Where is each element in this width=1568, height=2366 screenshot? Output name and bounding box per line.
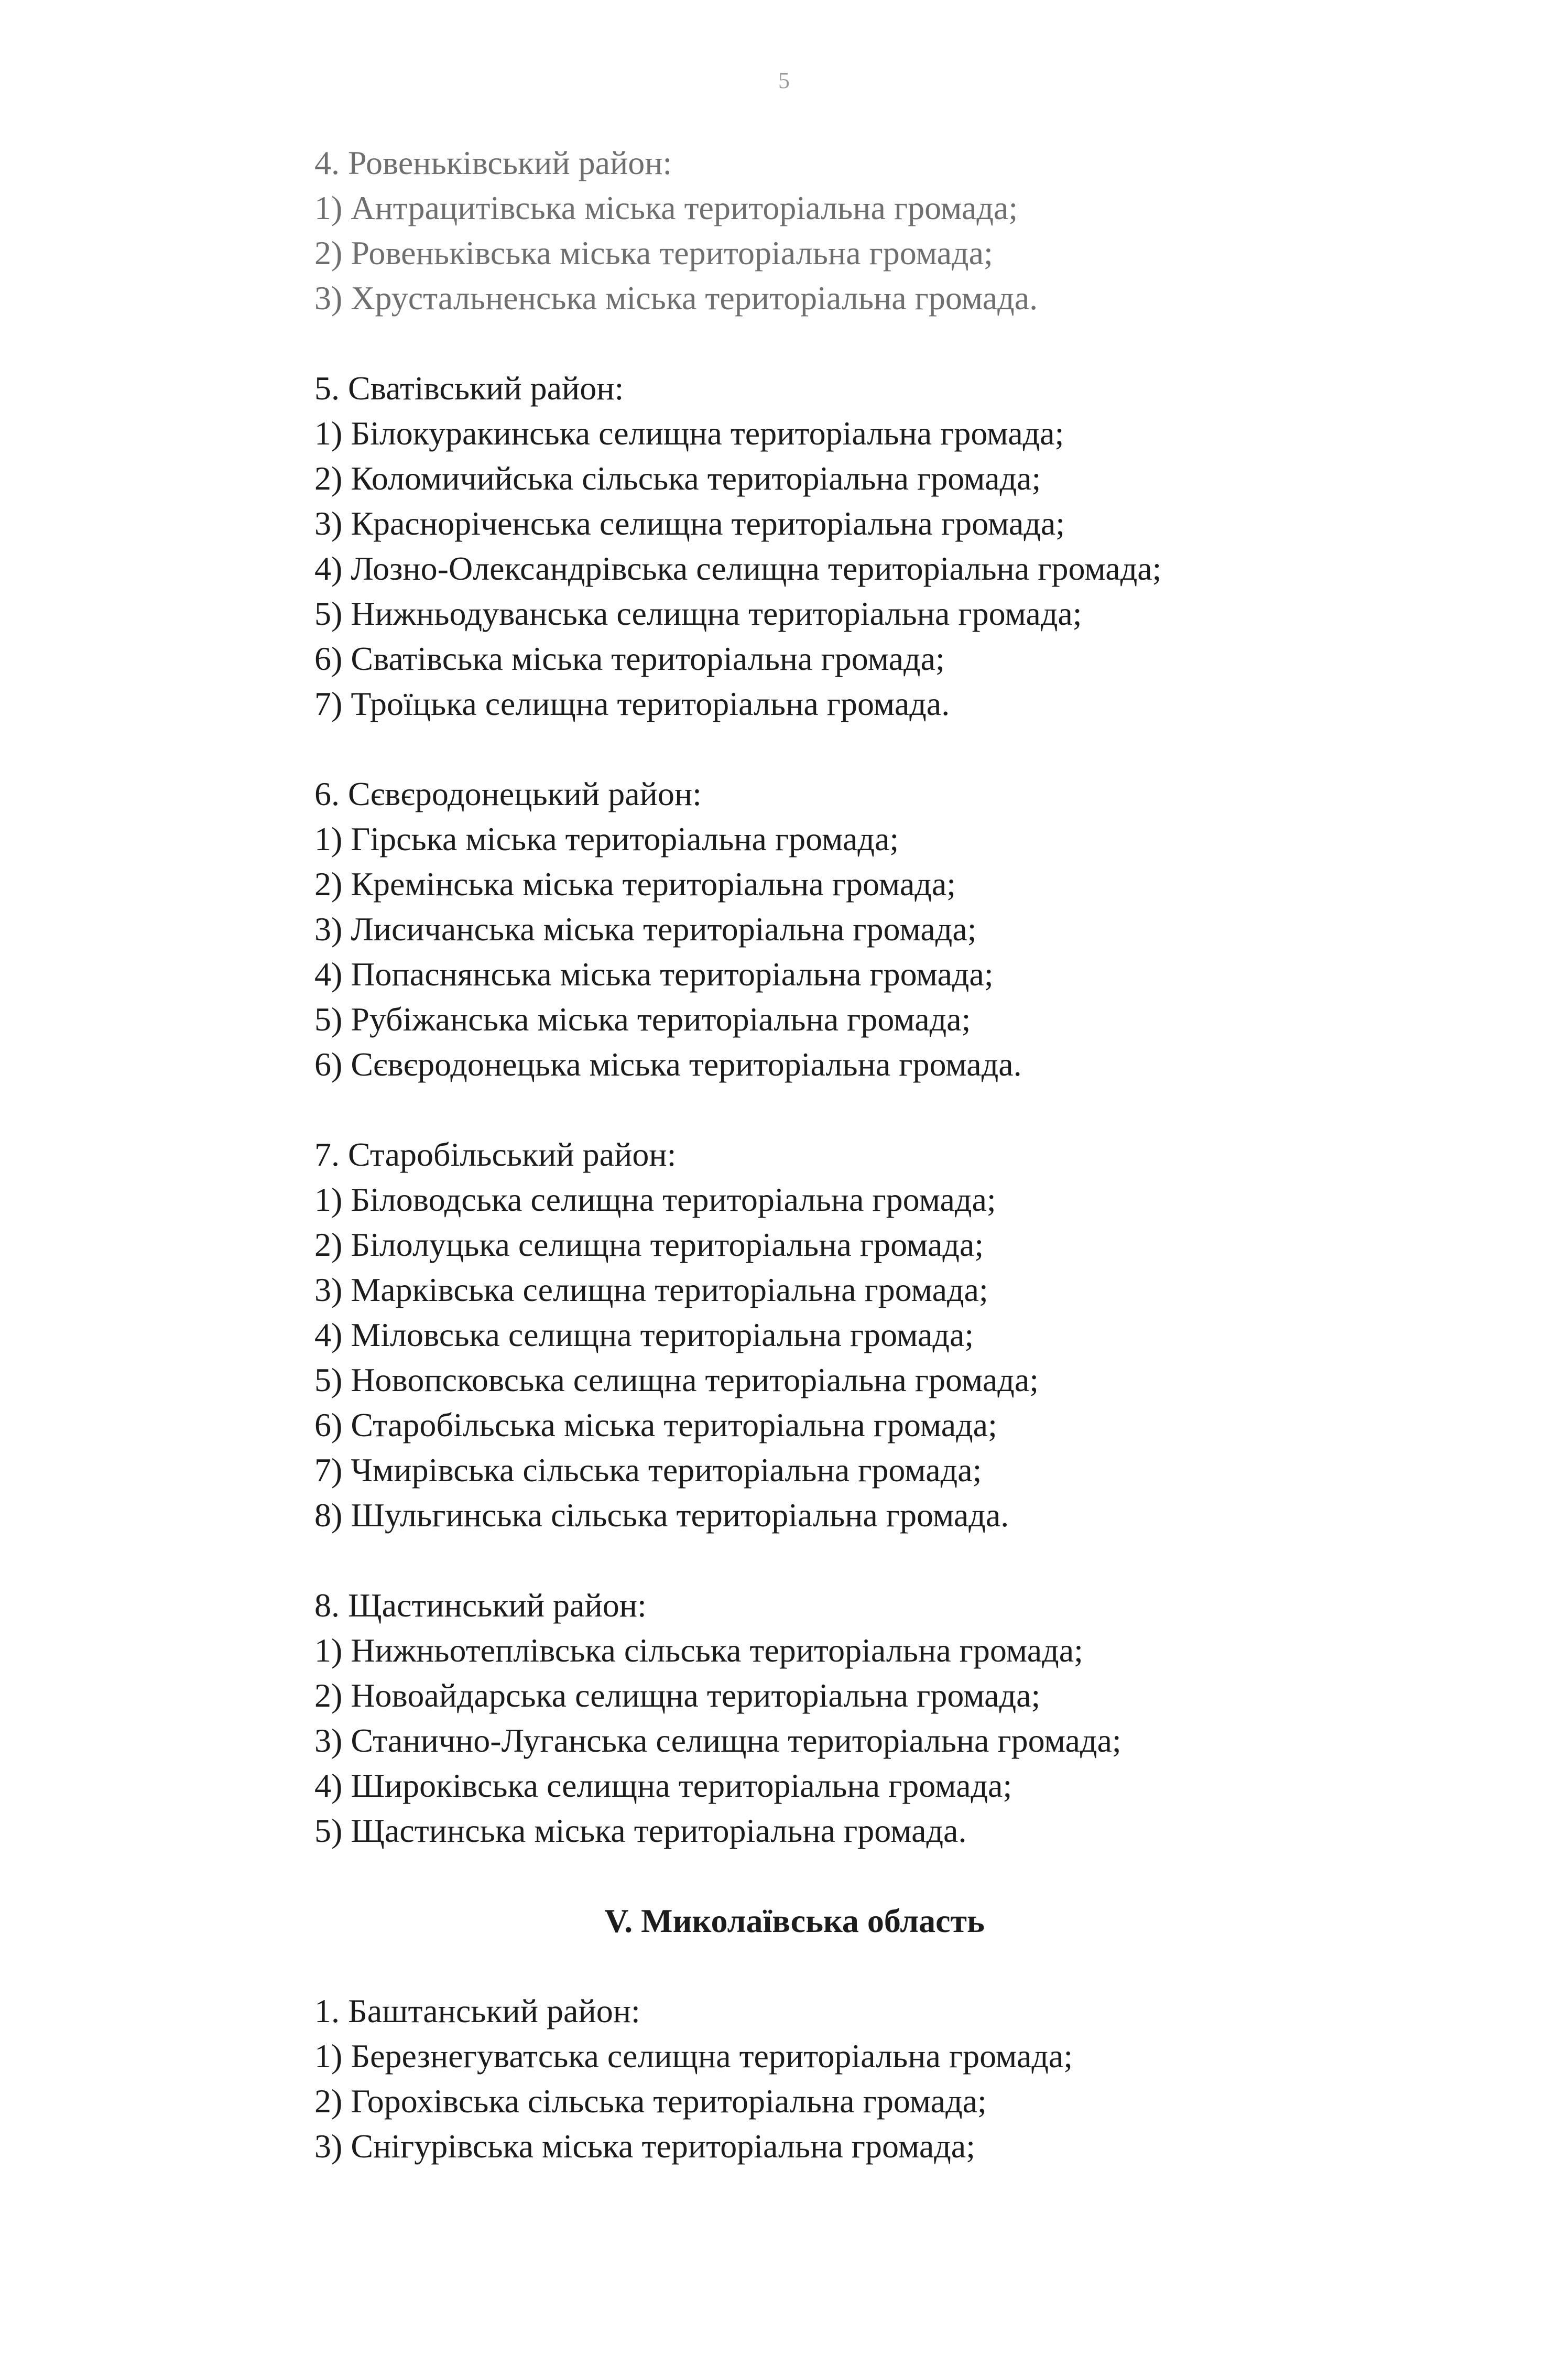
community-item: 3) Станично-Луганська селищна територіальна громада; bbox=[314, 1722, 1121, 1759]
district-title: 1. Баштанський район: bbox=[314, 1992, 640, 2029]
district-block bbox=[314, 772, 1467, 1087]
community-item: 2) Коломичийська сільська територіальна громада; bbox=[314, 460, 1041, 497]
community-item: 1) Нижньотеплівська сільська територіальна громада; bbox=[314, 1632, 1083, 1669]
community-item: 7) Троїцька селищна територіальна громада. bbox=[314, 685, 950, 722]
community-item: 6) Сєвєродонецька міська територіальна громада. bbox=[314, 1046, 1022, 1083]
community-item: 1) Гірська міська територіальна громада; bbox=[314, 820, 899, 858]
community-item: 2) Новоайдарська селищна територіальна громада; bbox=[314, 1677, 1041, 1714]
community-item: 5) Рубіжанська міська територіальна громада; bbox=[314, 1001, 971, 1038]
district-block bbox=[314, 1583, 1467, 1853]
community-item: 2) Горохівська сільська територіальна громада; bbox=[314, 2082, 987, 2120]
district-block bbox=[314, 140, 1467, 321]
community-item: 3) Красноріченська селищна територіальна громада; bbox=[314, 505, 1065, 542]
district-title: 4. Ровеньківський район: bbox=[314, 144, 672, 181]
community-item: 1) Антрацитівська міська територіальна громада; bbox=[314, 189, 1018, 226]
district-block bbox=[314, 1132, 1467, 1538]
community-item: 1) Білокуракинська селищна територіальна громада; bbox=[314, 415, 1064, 452]
community-item: 3) Лисичанська міська територіальна громада; bbox=[314, 910, 977, 948]
page-number: 5 bbox=[778, 68, 790, 93]
community-item: 1) Біловодська селищна територіальна громада; bbox=[314, 1181, 996, 1218]
community-item: 4) Попаснянська міська територіальна громада; bbox=[314, 956, 994, 993]
community-item: 4) Широківська селищна територіальна громада; bbox=[314, 1767, 1012, 1804]
community-item: 2) Білолуцька селищна територіальна громада; bbox=[314, 1226, 984, 1263]
community-item: 3) Хрустальненська міська територіальна громада. bbox=[314, 279, 1038, 317]
community-item: 3) Снігурівська міська територіальна громада; bbox=[314, 2128, 975, 2165]
community-item: 4) Лозно-Олександрівська селищна територіальна громада; bbox=[314, 550, 1162, 587]
district-block bbox=[314, 1989, 1467, 2169]
community-item: 3) Марківська селищна територіальна громада; bbox=[314, 1271, 988, 1308]
community-item: 7) Чмирівська сільська територіальна громада; bbox=[314, 1451, 982, 1489]
community-item: 5) Нижньодуванська селищна територіальна громада; bbox=[314, 595, 1082, 632]
oblast-heading: V. Миколаївська область bbox=[604, 1902, 985, 1939]
community-item: 6) Старобільська міська територіальна громада; bbox=[314, 1406, 997, 1444]
district-block bbox=[314, 366, 1467, 726]
community-item: 5) Щастинська міська територіальна громада. bbox=[314, 1812, 967, 1849]
community-item: 8) Шульгинська сільська територіальна громада. bbox=[314, 1496, 1009, 1534]
community-item: 2) Ровеньківська міська територіальна громада; bbox=[314, 234, 993, 272]
community-item: 6) Сватівська міська територіальна громада; bbox=[314, 640, 945, 677]
document-body bbox=[314, 140, 1467, 2214]
community-item: 4) Міловська селищна територіальна громада; bbox=[314, 1316, 974, 1353]
district-title: 6. Сєвєродонецький район: bbox=[314, 775, 702, 812]
district-title: 8. Щастинський район: bbox=[314, 1587, 647, 1624]
community-item: 2) Кремінська міська територіальна громада; bbox=[314, 865, 956, 903]
community-item: 5) Новопсковська селищна територіальна громада; bbox=[314, 1361, 1039, 1398]
community-item: 1) Березнегуватська селищна територіальна громада; bbox=[314, 2037, 1073, 2075]
district-title: 5. Сватівський район: bbox=[314, 370, 624, 407]
district-title: 7. Старобільський район: bbox=[314, 1136, 677, 1173]
